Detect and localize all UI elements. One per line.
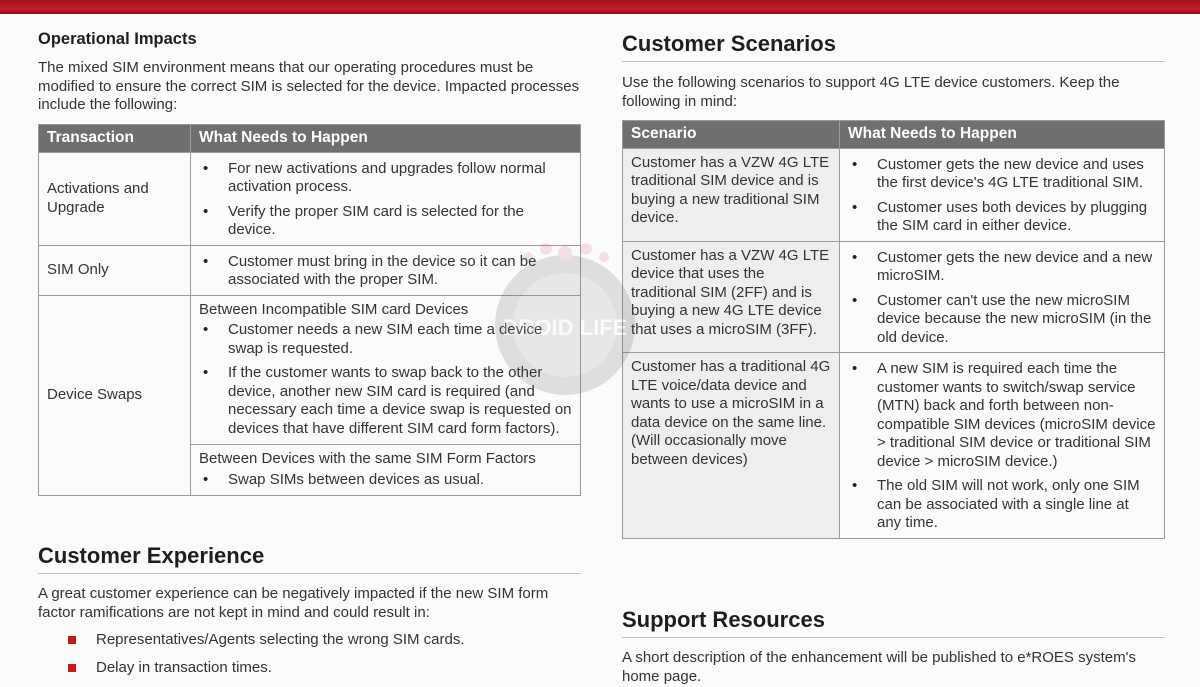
customer-scenarios-table — [622, 120, 1165, 539]
operational-impacts-heading: Operational Impacts — [38, 30, 197, 48]
red-square-bullet-icon — [68, 664, 76, 672]
scenario-cell: Customer has a traditional 4G LTE voice/data device and wants to use a microSIM in a data device on the same line. (Will occasionally move between devices) — [623, 353, 840, 539]
table-header-row — [623, 121, 1165, 149]
what-needs-cell — [840, 241, 1165, 353]
list-item: • Customer uses both devices by plugging the SIM card in either device. — [848, 199, 1156, 236]
list-item: • Customer gets the new device and a new microSIM. — [848, 249, 1156, 286]
incompatible-devices-block — [191, 296, 580, 445]
operational-impacts-table — [38, 124, 581, 496]
list-item: • The old SIM will not work, only one SIM can be associated with a single line at any time. — [848, 477, 1156, 533]
what-needs-cell — [840, 353, 1165, 539]
list-item-text: Delay in transaction times. — [96, 659, 272, 676]
list-item: • Customer must bring in the device so it can be associated with the proper SIM. — [199, 253, 572, 290]
list-item-text: Representatives/Agents selecting the wrong SIM cards. — [96, 631, 465, 648]
table-header-row — [39, 125, 581, 153]
operational-impacts-intro: The mixed SIM environment means that our operating procedures must be modified to ensure the correct SIM is selected for the device. Impacted processes include the following: — [38, 59, 580, 113]
what-needs-cell — [191, 245, 581, 295]
support-resources-heading: Support Resources — [622, 607, 1164, 638]
list-item — [38, 659, 580, 687]
same-form-factor-block — [191, 444, 580, 495]
list-item: • Customer can't use the new microSIM device because the new microSIM (in the old device. — [848, 292, 1156, 348]
red-square-bullet-icon — [68, 636, 76, 644]
table-row — [39, 245, 581, 295]
customer-experience-list — [38, 631, 580, 687]
what-needs-cell — [191, 152, 581, 245]
customer-experience-intro: A great customer experience can be negatively impacted if the new SIM form factor ramifications are not kept in mind and could result in: — [38, 585, 549, 621]
customer-scenarios-intro: Use the following scenarios to support 4G LTE device customers. Keep the following in mind: — [622, 74, 1120, 110]
list-item: • Customer needs a new SIM each time a device swap is requested. — [199, 321, 572, 358]
table-row — [39, 295, 581, 496]
list-item: • Swap SIMs between devices as usual. — [199, 471, 572, 490]
group-title: Between Incompatible SIM card Devices — [199, 300, 469, 318]
header-red-bar — [0, 0, 1200, 14]
what-needs-cell — [840, 148, 1165, 241]
table-row — [623, 353, 1165, 539]
scenario-cell: Customer has a VZW 4G LTE device that uses the traditional SIM (2FF) and is buying a new 4G LTE device that uses a microSIM (3FF). — [623, 241, 840, 353]
group-title: Between Devices with the same SIM Form Factors — [199, 450, 536, 467]
list-item: • Customer gets the new device and uses the first device's 4G LTE traditional SIM. — [848, 156, 1156, 193]
customer-scenarios-heading: Customer Scenarios — [622, 31, 1164, 62]
scenario-cell: Customer has a VZW 4G LTE traditional SIM device and is buying a new traditional SIM device. — [623, 148, 840, 241]
list-item — [38, 631, 580, 659]
col-header-scenario: Scenario — [623, 121, 840, 149]
transaction-cell: Activations and Upgrade — [39, 152, 191, 245]
table-row — [623, 148, 1165, 241]
list-item: • A new SIM is required each time the customer wants to switch/swap service (MTN) back and forth between non-compatible SIM devices (microSIM device > traditional SIM device or traditional SIM device > microSIM device.) — [848, 360, 1156, 471]
transaction-cell: Device Swaps — [39, 295, 191, 496]
list-item: • For new activations and upgrades follow normal activation process. — [199, 160, 572, 197]
list-item: • Verify the proper SIM card is selected for the device. — [199, 203, 572, 240]
support-resources-intro: A short description of the enhancement will be published to e*ROES system's home page. — [622, 649, 1136, 685]
table-row — [39, 152, 581, 245]
transaction-cell: SIM Only — [39, 245, 191, 295]
list-item: • If the customer wants to swap back to the other device, another new SIM card is required (and necessary each time a device swap is requested on devices that have different SIM card form factors). — [199, 364, 572, 438]
col-header-what-needs: What Needs to Happen — [840, 121, 1165, 149]
watermark-text: DROID LIFE — [502, 315, 628, 340]
what-needs-cell — [191, 295, 581, 496]
col-header-what-needs: What Needs to Happen — [191, 125, 581, 153]
table-row — [623, 241, 1165, 353]
col-header-transaction: Transaction — [39, 125, 191, 153]
customer-experience-heading: Customer Experience — [38, 543, 580, 574]
